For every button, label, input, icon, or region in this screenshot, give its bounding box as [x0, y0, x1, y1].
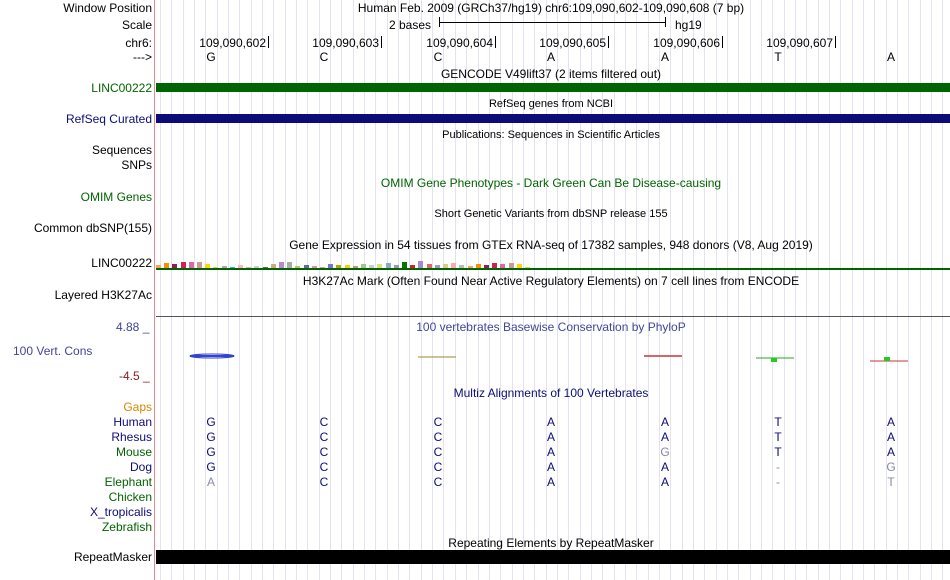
omim-track-title[interactable]: OMIM Gene Phenotypes - Dark Green Can Be Disease-causing — [380, 176, 722, 190]
h3k27ac-baseline — [156, 316, 950, 317]
position-tick — [835, 36, 836, 48]
position-tick-label: 109,090,604 — [426, 36, 493, 50]
species-label[interactable]: Human — [113, 415, 152, 429]
scale-db: hg19 — [675, 18, 702, 32]
species-label[interactable]: Chicken — [108, 490, 152, 504]
phylop-mark — [884, 357, 890, 361]
repeatmasker-bar[interactable] — [156, 550, 950, 564]
position-tick — [268, 36, 269, 48]
position-tick — [722, 36, 723, 48]
aligned-base: A — [886, 430, 895, 444]
position-tick — [608, 36, 609, 48]
aligned-base: T — [774, 430, 782, 444]
species-label[interactable]: Elephant — [104, 475, 152, 489]
aligned-base: C — [433, 430, 443, 444]
phylop-signal[interactable] — [156, 340, 950, 370]
aligned-base: - — [776, 475, 780, 489]
strand-label: ---> — [133, 50, 152, 64]
aligned-base: G — [206, 430, 216, 444]
position-tick-label: 109,090,606 — [653, 36, 720, 50]
chr-label: chr6: — [125, 36, 152, 50]
gtex-track-label[interactable]: LINC00222 — [91, 256, 152, 270]
multiz-track-title[interactable]: Multiz Alignments of 100 Vertebrates — [453, 386, 649, 400]
position-tick-label: 109,090,603 — [312, 36, 379, 50]
base-letter: A — [660, 50, 669, 64]
aligned-base: C — [319, 415, 329, 429]
aligned-base: G — [206, 415, 216, 429]
base-letter: C — [433, 50, 443, 64]
repeatmasker-track-title[interactable]: Repeating Elements by RepeatMasker — [448, 536, 654, 550]
gtex-tissue-bar — [418, 261, 423, 268]
species-label[interactable]: X_tropicalis — [89, 505, 152, 519]
aligned-base: C — [433, 445, 443, 459]
aligned-base: T — [774, 445, 782, 459]
dbsnp-track-label[interactable]: Common dbSNP(155) — [33, 221, 152, 235]
position-tick-label: 109,090,602 — [199, 36, 266, 50]
aligned-base: A — [546, 430, 555, 444]
base-letter: A — [886, 50, 895, 64]
refseq-track-title[interactable]: RefSeq genes from NCBI — [488, 98, 614, 110]
base-letter: A — [546, 50, 555, 64]
window-position-label: Window Position — [63, 1, 152, 15]
snps-track-label[interactable]: SNPs — [121, 158, 152, 172]
phylop-track-title[interactable]: 100 vertebrates Basewise Conservation by PhyloP — [416, 320, 686, 334]
aligned-base: C — [433, 475, 443, 489]
base-letter: T — [774, 50, 782, 64]
aligned-base: C — [433, 460, 443, 474]
gtex-track-title[interactable]: Gene Expression in 54 tissues from GTEx RNA-seq of 17382 samples, 948 donors (V8, Aug 2019) — [289, 238, 813, 252]
gtex-gene-line — [156, 268, 950, 270]
position-tick — [495, 36, 496, 48]
aligned-base: A — [660, 460, 669, 474]
aligned-base: A — [660, 415, 669, 429]
gencode-track-label[interactable]: LINC00222 — [91, 81, 152, 95]
position-tick-label: 109,090,605 — [539, 36, 606, 50]
aligned-base: A — [206, 475, 215, 489]
sequences-track-label[interactable]: Sequences — [91, 143, 152, 157]
aligned-base: A — [660, 475, 669, 489]
aligned-base: - — [776, 460, 780, 474]
phylop-track-label[interactable]: 100 Vert. Cons — [13, 344, 93, 358]
aligned-base: G — [206, 445, 216, 459]
track-label-divider — [154, 0, 155, 580]
aligned-base: A — [660, 430, 669, 444]
aligned-base: A — [546, 460, 555, 474]
species-label[interactable]: Rhesus — [111, 430, 152, 444]
species-label[interactable]: Mouse — [115, 445, 152, 459]
scale-label: Scale — [121, 18, 152, 32]
refseq-gene-bar[interactable] — [156, 114, 950, 123]
phylop-max-value: 4.88 _ — [116, 320, 150, 334]
gencode-gene-bar[interactable] — [156, 83, 950, 92]
aligned-base: C — [319, 475, 329, 489]
aligned-base: C — [319, 430, 329, 444]
scale-bar — [439, 22, 666, 23]
aligned-base: A — [886, 445, 895, 459]
base-letter: C — [319, 50, 329, 64]
h3k27ac-track-label[interactable]: Layered H3K27Ac — [54, 288, 152, 302]
position-tick — [381, 36, 382, 48]
phylop-mark — [771, 358, 777, 362]
aligned-base: C — [433, 415, 443, 429]
gtex-expression-bars[interactable] — [156, 256, 536, 268]
scale-text: 2 bases — [389, 18, 432, 32]
phylop-signal-marks — [190, 354, 908, 362]
species-label[interactable]: Dog — [129, 460, 152, 474]
phylop-min-value: -4.5 _ — [119, 369, 150, 383]
publications-track-title[interactable]: Publications: Sequences in Scientific Articles — [442, 129, 660, 141]
aligned-base: G — [660, 445, 670, 459]
position-tick-label: 109,090,607 — [766, 36, 833, 50]
gencode-track-title[interactable]: GENCODE V49lift37 (2 items filtered out) — [440, 67, 662, 81]
scale-bar-right-tick — [665, 17, 666, 27]
aligned-base: T — [887, 475, 895, 489]
aligned-base: C — [319, 460, 329, 474]
refseq-track-label[interactable]: RefSeq Curated — [65, 112, 152, 126]
repeatmasker-track-label[interactable]: RepeatMasker — [73, 550, 152, 564]
aligned-base: A — [886, 415, 895, 429]
assembly-position-title[interactable]: Human Feb. 2009 (GRCh37/hg19) chr6:109,090,602-109,090,608 (7 bp) — [357, 1, 745, 15]
aligned-base: A — [546, 445, 555, 459]
species-label[interactable]: Zebrafish — [101, 520, 152, 534]
aligned-base: G — [886, 460, 896, 474]
aligned-base: A — [546, 415, 555, 429]
base-letter: G — [206, 50, 216, 64]
aligned-base: G — [206, 460, 216, 474]
h3k27ac-track-title[interactable]: H3K27Ac Mark (Often Found Near Active Regulatory Elements) on 7 cell lines from ENCODE — [302, 274, 800, 288]
dbsnp-track-title[interactable]: Short Genetic Variants from dbSNP release 155 — [434, 208, 668, 220]
aligned-base: A — [546, 475, 555, 489]
gaps-label: Gaps — [123, 400, 152, 414]
omim-track-label[interactable]: OMIM Genes — [80, 190, 152, 204]
aligned-base: T — [774, 415, 782, 429]
aligned-base: C — [319, 445, 329, 459]
